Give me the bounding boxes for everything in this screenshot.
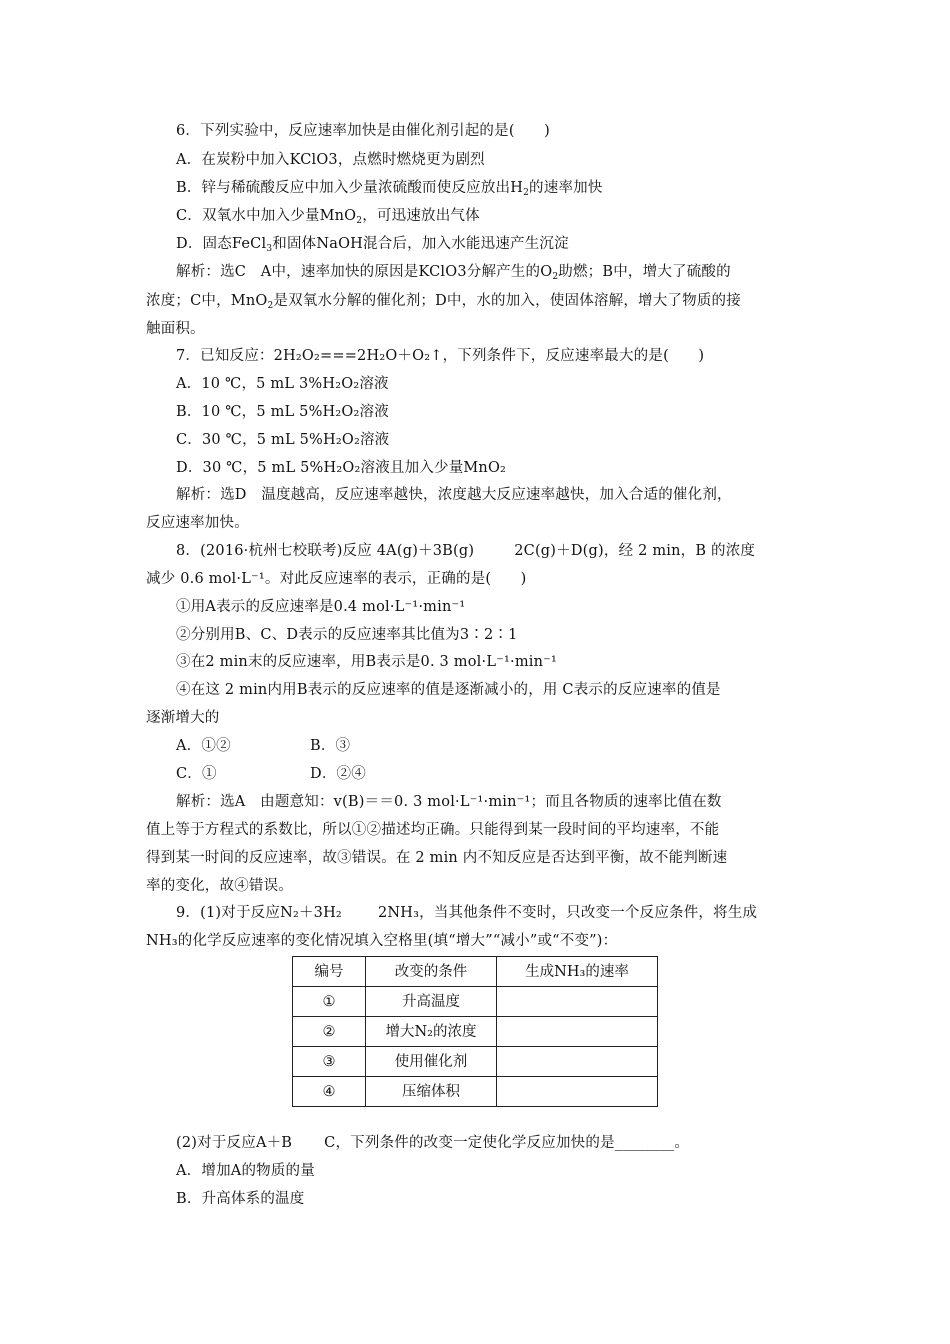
- q6-option-a: A．在炭粉中加入KClO3，点燃时燃烧更为剧烈: [176, 152, 485, 168]
- table-cell-answer-blank[interactable]: [497, 987, 658, 1017]
- table-cell-answer-blank[interactable]: [497, 1017, 658, 1047]
- table-row: [293, 1047, 658, 1077]
- subscript: 2: [267, 301, 274, 311]
- q7-answer-line-1: 解析：选D 温度越高，反应速率越快，浓度越大反应速率越快，加入合适的催化剂，: [176, 487, 732, 503]
- q7-option-a: A．10 ℃，5 mL 3%H₂O₂溶液: [176, 376, 389, 392]
- table-row: [293, 1077, 658, 1107]
- subscript: 2: [356, 216, 363, 226]
- q8-answer-line-2: 值上等于方程式的系数比，所以①②描述均正确。只能得到某一段时间的平均速率，不能: [146, 822, 720, 838]
- q9-conditions-table: [292, 956, 658, 1107]
- table-header-cell: 改变的条件: [366, 957, 497, 987]
- q9-option-b: B．升高体系的温度: [176, 1191, 305, 1207]
- q8-statement-1: ①用A表示的反应速率是0.4 mol·L⁻¹·min⁻¹: [176, 599, 466, 615]
- q6-option-d-text: D．固态FeCl: [176, 236, 267, 252]
- q7-stem: 7．已知反应：2H₂O₂===2H₂O＋O₂↑，下列条件下，反应速率最大的是( ): [176, 348, 705, 364]
- q7-option-b: B．10 ℃，5 mL 5%H₂O₂溶液: [176, 404, 389, 420]
- table-row: [293, 1017, 658, 1047]
- table-cell-answer-blank[interactable]: [497, 1047, 658, 1077]
- table-cell-condition: 压缩体积: [366, 1077, 497, 1107]
- q6-stem: 6．下列实验中，反应速率加快是由催化剂引起的是( ): [176, 123, 550, 139]
- subscript: 2: [552, 272, 559, 282]
- table-cell-number: ②: [293, 1017, 366, 1047]
- q8-answer-line-1: 解析：选A 由题意知：v(B)＝＝0. 3 mol·L⁻¹·min⁻¹；而且各物质的速率比值在数: [176, 794, 722, 810]
- q9-stem-products: 2NH₃，当其他条件不变时，只改变一个反应条件，将生成: [377, 905, 758, 921]
- q9-stem-line-2: NH₃的化学反应速率的变化情况填入空格里(填“增大”“减小”或“不变”)：: [146, 933, 618, 949]
- q8-stem-reactants: 8．(2016·杭州七校联考)反应 4A(g)＋3B(g): [176, 543, 475, 559]
- q8-answer-line-3: 得到某一时间的反应速率，故③错误。在 2 min 内不知反应是否达到平衡，故不能判断速: [146, 850, 728, 866]
- q6-answer-line-2: [146, 291, 741, 311]
- q9-part2-reactants: (2)对于反应A＋B: [176, 1135, 293, 1151]
- q6-option-c-text: C．双氧水中加入少量MnO: [176, 208, 357, 224]
- q8-option-b: B．③: [310, 738, 351, 754]
- subscript: 3: [266, 244, 273, 254]
- subscript: 2: [523, 188, 530, 198]
- table-header-cell: 编号: [293, 957, 366, 987]
- q6-answer-text: 浓度；C中，MnO: [146, 293, 268, 309]
- q7-option-d: D．30 ℃，5 mL 5%H₂O₂溶液且加入少量MnO₂: [176, 460, 507, 476]
- q8-statement-4-cont: 逐渐增大的: [146, 710, 220, 726]
- q6-option-b: [176, 178, 603, 198]
- table-cell-number: ④: [293, 1077, 366, 1107]
- q8-option-d: D．②④: [310, 766, 366, 782]
- table-cell-condition: 升高温度: [366, 987, 497, 1017]
- q6-option-c-text-end: ，可迅速放出气体: [362, 208, 480, 224]
- table-cell-condition: 使用催化剂: [366, 1047, 497, 1077]
- q6-answer-text: 解析：选C A中，速率加快的原因是KClO3分解产生的O: [176, 264, 553, 280]
- table-header-cell: 生成NH₃的速率: [497, 957, 658, 987]
- q6-option-d-text-end: 和固体NaOH混合后，加入水能迅速产生沉淀: [272, 236, 569, 252]
- q8-stem-line-2: 减少 0.6 mol·L⁻¹。对此反应速率的表示，正确的是( ): [146, 571, 527, 587]
- q6-option-d: [176, 234, 569, 254]
- q6-answer-text-end: 是双氧水分解的催化剂；D中，水的加入，使固体溶解，增大了物质的接: [273, 293, 741, 309]
- q6-answer-text-end: 助燃；B中，增大了硫酸的: [558, 264, 731, 280]
- q6-option-b-text-end: 的速率加快: [529, 180, 603, 196]
- q7-option-c: C．30 ℃，5 mL 5%H₂O₂溶液: [176, 432, 390, 448]
- q9-part2-stem: [176, 1133, 689, 1153]
- q8-stem-products: 2C(g)＋D(g)，经 2 min，B 的浓度: [514, 543, 756, 559]
- q6-answer-line-3: 触面积。: [146, 321, 205, 337]
- q8-option-c: C．①: [176, 766, 217, 782]
- q9-option-a: A．增加A的物质的量: [176, 1163, 315, 1179]
- q8-statement-4: ④在这 2 min内用B表示的反应速率的值是逐渐减小的，用 C表示的反应速率的值是: [176, 682, 721, 698]
- q6-option-b-text: B．锌与稀硫酸反应中加入少量浓硫酸而使反应放出H: [176, 180, 524, 196]
- q8-answer-line-4: 率的变化，故④错误。: [146, 878, 293, 894]
- table-cell-answer-blank[interactable]: [497, 1077, 658, 1107]
- q8-stem-line-1: [176, 541, 755, 561]
- q6-answer-line-1: [176, 262, 731, 282]
- q8-statement-2: ②分别用B、C、D表示的反应速率其比值为3∶2∶1: [176, 627, 518, 643]
- q9-stem-line-1: [176, 903, 757, 923]
- table-cell-condition: 增大N₂的浓度: [366, 1017, 497, 1047]
- table-cell-number: ③: [293, 1047, 366, 1077]
- q9-part2-products: C，下列条件的改变一定使化学反应加快的是________。: [324, 1135, 690, 1151]
- q9-stem-reactants: 9．(1)对于反应N₂＋3H₂: [176, 905, 342, 921]
- q6-option-c: [176, 206, 480, 226]
- q8-statement-3: ③在2 min末的反应速率，用B表示是0. 3 mol·L⁻¹·min⁻¹: [176, 654, 558, 670]
- table-cell-number: ①: [293, 987, 366, 1017]
- q8-option-a: A．①②: [176, 738, 231, 754]
- q7-answer-line-2: 反应速率加快。: [146, 515, 249, 531]
- table-row: [293, 987, 658, 1017]
- table-header-row: [293, 957, 658, 987]
